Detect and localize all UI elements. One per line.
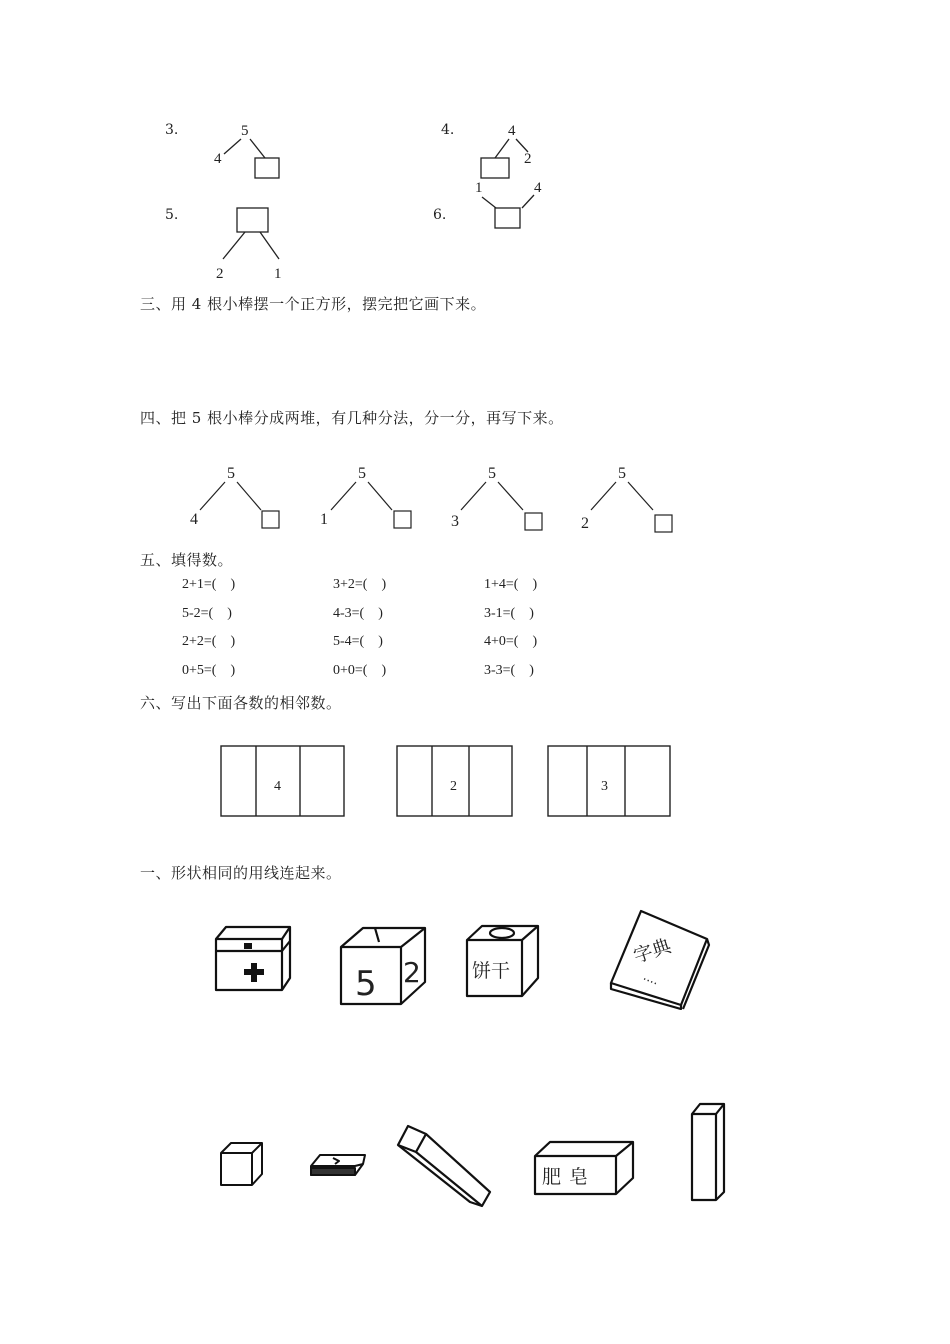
flat-box-drawing[interactable] bbox=[305, 1150, 371, 1180]
neighbor-right-cell[interactable] bbox=[301, 747, 343, 815]
medicine-box-drawing[interactable] bbox=[210, 922, 296, 994]
split-diagram-1 bbox=[185, 460, 285, 535]
split-diagram-4 bbox=[578, 460, 678, 535]
dictionary-drawing[interactable] bbox=[603, 905, 715, 1010]
dictionary-title: 字典 bbox=[630, 934, 674, 968]
neighbor-box-1 bbox=[220, 745, 348, 818]
problem-5-right: 1 bbox=[274, 266, 282, 282]
equation[interactable]: 2+2=( ) bbox=[182, 634, 236, 649]
neighbor-center: 2 bbox=[450, 779, 457, 794]
split-part: 1 bbox=[320, 511, 328, 528]
answer-box[interactable] bbox=[394, 511, 411, 528]
soap-box-drawing[interactable] bbox=[530, 1138, 640, 1198]
neighbor-left-cell[interactable] bbox=[549, 747, 586, 815]
equation[interactable]: 0+5=( ) bbox=[182, 663, 236, 678]
equation[interactable]: 4+0=( ) bbox=[484, 634, 538, 649]
long-prism-drawing[interactable] bbox=[390, 1120, 495, 1212]
section-4-title: 四、把 5 根小棒分成两堆，有几种分法，分一分，再写下来。 bbox=[140, 409, 564, 427]
answer-box[interactable] bbox=[237, 208, 268, 232]
number-cube-drawing[interactable] bbox=[335, 922, 433, 1008]
problem-5-label: 5. bbox=[165, 207, 179, 223]
cookie-label: 饼干 bbox=[472, 960, 511, 982]
equation[interactable]: 5-2=( ) bbox=[182, 606, 232, 621]
neighbor-box-3 bbox=[547, 745, 674, 818]
split-whole: 5 bbox=[618, 465, 626, 482]
equation[interactable]: 4-3=( ) bbox=[333, 606, 383, 621]
split-whole: 5 bbox=[488, 465, 496, 482]
problem-5-diagram bbox=[205, 203, 300, 283]
problem-4-part: 2 bbox=[524, 151, 532, 167]
equation[interactable]: 3+2=( ) bbox=[333, 577, 387, 592]
neighbor-center: 3 bbox=[601, 779, 608, 794]
answer-box[interactable] bbox=[525, 513, 542, 530]
cube-front-number: 5 bbox=[355, 964, 377, 1004]
neighbor-box-2 bbox=[396, 745, 516, 818]
cube-side-number: 2 bbox=[403, 956, 421, 989]
equation[interactable]: 2+1=( ) bbox=[182, 577, 236, 592]
answer-box[interactable] bbox=[655, 515, 672, 532]
small-cube-drawing[interactable] bbox=[216, 1140, 268, 1188]
split-whole: 5 bbox=[227, 465, 235, 482]
split-whole: 5 bbox=[358, 465, 366, 482]
answer-box[interactable] bbox=[495, 208, 520, 228]
split-diagram-2 bbox=[316, 460, 416, 535]
problem-4-label: 4. bbox=[441, 122, 455, 138]
problem-3-label: 3. bbox=[165, 122, 179, 138]
neighbor-left-cell[interactable] bbox=[398, 747, 431, 815]
equation[interactable]: 3-1=( ) bbox=[484, 606, 534, 621]
problem-5-left: 2 bbox=[216, 266, 224, 282]
cookie-box-drawing[interactable] bbox=[462, 922, 544, 1002]
split-part: 4 bbox=[190, 511, 198, 528]
problem-6-label: 6. bbox=[433, 207, 447, 223]
equation[interactable]: 3-3=( ) bbox=[484, 663, 534, 678]
split-part: 3 bbox=[451, 513, 459, 530]
section-3-title: 三、用 4 根小棒摆一个正方形，摆完把它画下来。 bbox=[140, 295, 487, 313]
tall-prism-drawing[interactable] bbox=[688, 1100, 730, 1204]
equation[interactable]: 1+4=( ) bbox=[484, 577, 538, 592]
neighbor-right-cell[interactable] bbox=[470, 747, 511, 815]
equation[interactable]: 0+0=( ) bbox=[333, 663, 387, 678]
problem-6-right: 4 bbox=[534, 180, 542, 196]
problem-6-left: 1 bbox=[475, 180, 483, 196]
soap-label: 肥皂 bbox=[542, 1166, 597, 1188]
cross-icon bbox=[244, 963, 264, 982]
answer-box[interactable] bbox=[255, 158, 279, 178]
split-part: 2 bbox=[581, 515, 589, 532]
neighbor-left-cell[interactable] bbox=[222, 747, 255, 815]
problem-4-whole: 4 bbox=[508, 123, 516, 139]
split-diagram-3 bbox=[448, 460, 548, 535]
problem-3-diagram bbox=[205, 118, 295, 188]
dictionary-dots: .... bbox=[641, 968, 661, 988]
section-1-title: 一、形状相同的用线连起来。 bbox=[140, 864, 342, 882]
problem-6-diagram bbox=[470, 175, 550, 235]
equation[interactable]: 5-4=( ) bbox=[333, 634, 383, 649]
problem-3-part: 4 bbox=[214, 151, 222, 167]
neighbor-right-cell[interactable] bbox=[626, 747, 669, 815]
answer-box[interactable] bbox=[262, 511, 279, 528]
neighbor-center: 4 bbox=[274, 779, 281, 794]
section-6-title: 六、写出下面各数的相邻数。 bbox=[140, 694, 342, 712]
problem-3-whole: 5 bbox=[241, 123, 249, 139]
section-5-title: 五、填得数。 bbox=[140, 551, 234, 569]
